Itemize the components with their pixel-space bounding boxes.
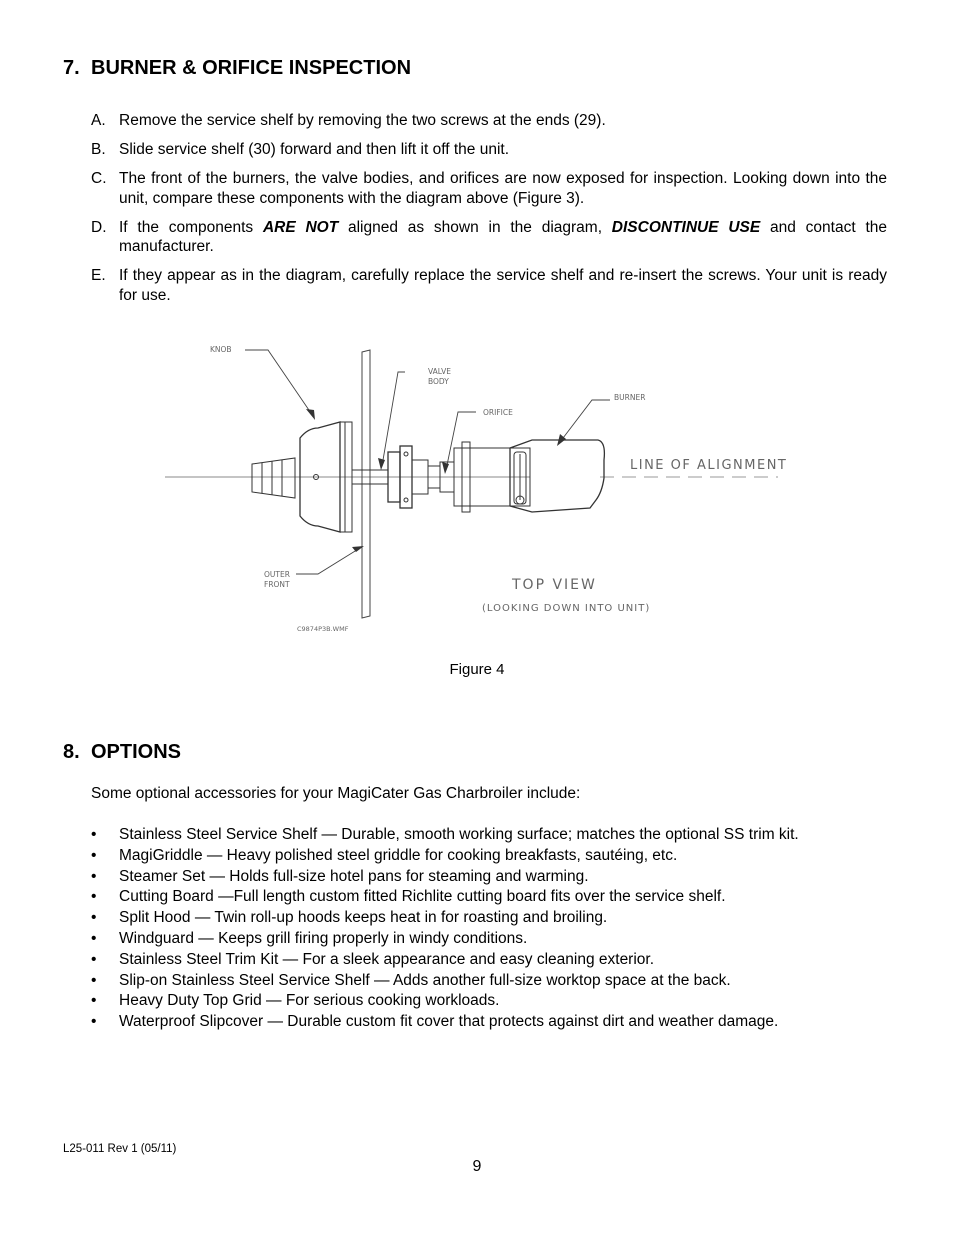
burner-alignment-diagram: [0, 330, 954, 640]
bullet-glyph: •: [91, 909, 97, 927]
option-text: Cutting Board —Full length custom fitted Richlite cutting board fits over the service shelf.: [119, 888, 726, 906]
list-item: [91, 1012, 799, 1033]
figure-caption: Figure 4: [449, 661, 505, 678]
list-item: [91, 825, 799, 846]
bullet-glyph: •: [91, 950, 97, 968]
bullet-glyph: •: [91, 867, 97, 885]
step-c: [91, 169, 887, 208]
step-text: Remove the service shelf by removing the two screws at the ends (29).: [119, 112, 606, 129]
list-item: [91, 908, 799, 929]
label-valve-body-line2: BODY: [428, 377, 449, 386]
page-number: 9: [472, 1158, 482, 1175]
list-item: [91, 887, 799, 908]
step-letter: D.: [91, 218, 107, 236]
bullet-glyph: •: [91, 888, 97, 906]
option-text: Stainless Steel Trim Kit — For a sleek appearance and easy cleaning exterior.: [119, 950, 655, 968]
option-text: Steamer Set — Holds full-size hotel pans for steaming and warming.: [119, 867, 589, 885]
list-item: [91, 971, 799, 992]
option-text: Stainless Steel Service Shelf — Durable, smooth working surface; matches the optional SS trim kit.: [119, 826, 799, 843]
section-8-heading: [63, 741, 181, 764]
options-list: [91, 825, 799, 1033]
label-valve-body-line1: VALVE: [428, 367, 452, 376]
label-orifice: ORIFICE: [483, 408, 513, 417]
label-outer-front-line2: FRONT: [264, 580, 290, 589]
step-letter: B.: [91, 141, 106, 158]
label-looking-down: (LOOKING DOWN INTO UNIT): [482, 603, 651, 614]
document-id: L25-011 Rev 1 (05/11): [63, 1143, 177, 1155]
inspection-steps: [91, 111, 887, 315]
step-letter: E.: [91, 267, 106, 284]
option-text: Slip-on Stainless Steel Service Shelf — Adds another full-size worktop space at the back.: [119, 971, 731, 989]
option-text: Windguard — Keeps grill firing properly in windy conditions.: [119, 929, 528, 947]
bullet-glyph: •: [91, 826, 97, 843]
list-item: [91, 867, 799, 888]
step-d: [91, 218, 887, 257]
label-line-of-alignment: LINE OF ALIGNMENT: [630, 458, 788, 473]
step-text: If they appear as in the diagram, carefully replace the service shelf and re-insert the screws. Your unit is ready for use.: [119, 267, 887, 304]
step-letter: A.: [91, 112, 106, 129]
step-b: [91, 140, 887, 160]
section-7-number: 7.: [63, 57, 80, 79]
section-8-number: 8.: [63, 741, 80, 763]
label-knob: KNOB: [210, 345, 232, 354]
bullet-glyph: •: [91, 929, 97, 947]
section-7-title: BURNER & ORIFICE INSPECTION: [91, 57, 412, 79]
list-item: [91, 929, 799, 950]
bullet-glyph: •: [91, 846, 97, 864]
emphasis-discontinue-use: DISCONTINUE USE: [611, 218, 761, 236]
step-e: [91, 266, 887, 305]
step-text: Slide service shelf (30) forward and then lift it off the unit.: [119, 141, 509, 158]
label-outer-front-line1: OUTER: [264, 570, 290, 579]
option-text: Split Hood — Twin roll-up hoods keeps heat in for roasting and broiling.: [119, 909, 608, 927]
step-a: [91, 111, 887, 131]
bullet-glyph: •: [91, 971, 97, 989]
list-item: [91, 950, 799, 971]
option-text: Waterproof Slipcover — Durable custom fit cover that protects against dirt and weather damage.: [119, 1013, 779, 1031]
option-text: Heavy Duty Top Grid — For serious cooking workloads.: [119, 992, 500, 1010]
section-8-title: OPTIONS: [91, 741, 182, 763]
section-7-heading: [63, 57, 411, 80]
step-letter: C.: [91, 170, 107, 187]
label-file-name: C9874P3B.WMF: [297, 625, 349, 633]
step-text-part: aligned as shown in the diagram,: [338, 218, 612, 236]
step-text-part: and contact the manufacturer.: [119, 218, 887, 255]
bullet-glyph: •: [91, 992, 97, 1010]
step-text: The front of the burners, the valve bodies, and orifices are now exposed for inspection. Looking down into the unit, compare these components with the diagram above (Figure 3).: [119, 170, 887, 207]
step-text-part: If the components: [119, 218, 263, 236]
burner-shape: [510, 440, 604, 512]
emphasis-are-not: ARE NOT: [262, 218, 339, 236]
list-item: [91, 991, 799, 1012]
bullet-glyph: •: [91, 1013, 97, 1031]
step-text: [119, 219, 887, 256]
option-text: MagiGriddle — Heavy polished steel griddle for cooking breakfasts, sautéing, etc.: [119, 846, 678, 864]
label-burner: BURNER: [614, 393, 646, 402]
options-intro: Some optional accessories for your MagiCater Gas Charbroiler include:: [91, 785, 581, 802]
list-item: [91, 846, 799, 867]
label-top-view: TOP VIEW: [512, 577, 597, 593]
